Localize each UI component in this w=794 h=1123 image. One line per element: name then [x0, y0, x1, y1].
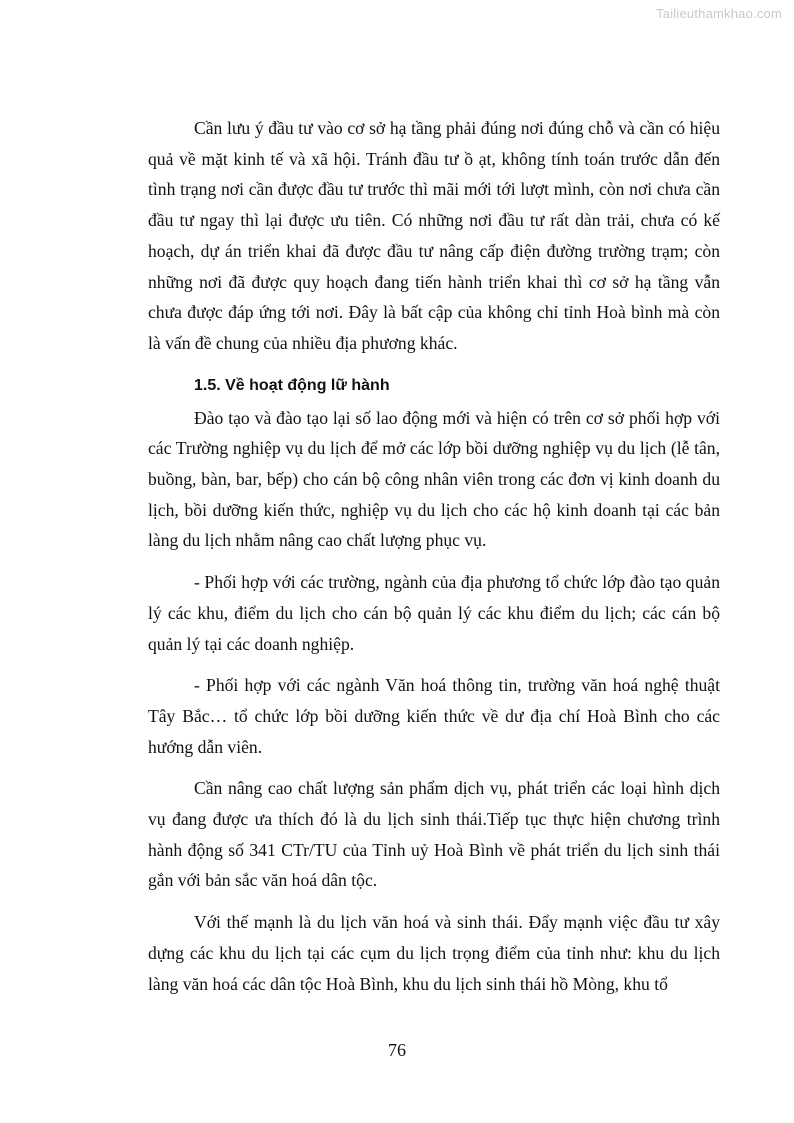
paragraph-service-quality: Cần nâng cao chất lượng sản phẩm dịch vụ, phát triển các loại hình dịch vụ đang được ưa thích đó là du lịch sinh thái.Tiếp tục thực hiện chương trình hành động số 341 CTr/TU của Tỉnh uỷ Hoà Bình về phát triển du lịch sinh thái gắn với bản sắc văn hoá dân tộc. [148, 778, 720, 891]
section-heading: 1.5. Về hoạt động lữ hành [194, 376, 390, 394]
paragraph-infrastructure: Cần lưu ý đầu tư vào cơ sở hạ tầng phải đúng nơi đúng chỗ và cần có hiệu quả về mặt kinh tế và xã hội. Tránh đầu tư ồ ạt, không tính toán trước dẫn đến tình trạng nơi cần được đầu tư trước thì mãi mới tới lượt mình, còn nơi chưa cần đầu tư ngay thì lại được ưu tiên. Có những nơi đầu tư rất dàn trải, chưa có kế hoạch, dự án triển khai đã được đầu tư nâng cấp điện đường trường trạm; còn những nơi đã được quy hoạch đang tiến hành triển khai thì cơ sở hạ tầng vẫn chưa được đáp ứng tới nơi. Đây là bất cập của không chỉ tỉnh Hoà bình mà còn là vấn đề chung của nhiều địa phương khác. [148, 118, 720, 353]
page-number: 76 [388, 1040, 406, 1060]
paragraph-ecotourism: Với thế mạnh là du lịch văn hoá và sinh thái. Đẩy mạnh việc đầu tư xây dựng các khu du lịch tại các cụm du lịch trọng điểm của tỉnh như: khu du lịch làng văn hoá các dân tộc Hoà Bình, khu du lịch sinh thái hồ Mòng, khu tổ [148, 912, 720, 994]
paragraph-coordinate-culture: - Phối hợp với các ngành Văn hoá thông tin, trường văn hoá nghệ thuật Tây Bắc… tổ chức lớp bồi dưỡng kiến thức về dư địa chí Hoà Bình cho các hướng dẫn viên. [148, 675, 720, 757]
document-body [148, 113, 720, 999]
paragraph-coordinate-schools: - Phối hợp với các trường, ngành của địa phương tổ chức lớp đào tạo quản lý các khu, điểm du lịch cho cán bộ quản lý các khu điểm du lịch; các cán bộ quản lý tại các doanh nghiệp. [148, 572, 720, 654]
watermark: Tailieuthamkhao.com [656, 6, 782, 21]
paragraph-training: Đào tạo và đào tạo lại số lao động mới và hiện có trên cơ sở phối hợp với các Trường nghiệp vụ du lịch để mở các lớp bồi dưỡng nghiệp vụ du lịch (lễ tân, buồng, bàn, bar, bếp) cho cán bộ công nhân viên trong các đơn vị kinh doanh du lịch, bồi dưỡng kiến thức, nghiệp vụ du lịch cho các hộ kinh doanh tại các bản làng du lịch nhằm nâng cao chất lượng phục vụ. [148, 407, 720, 551]
